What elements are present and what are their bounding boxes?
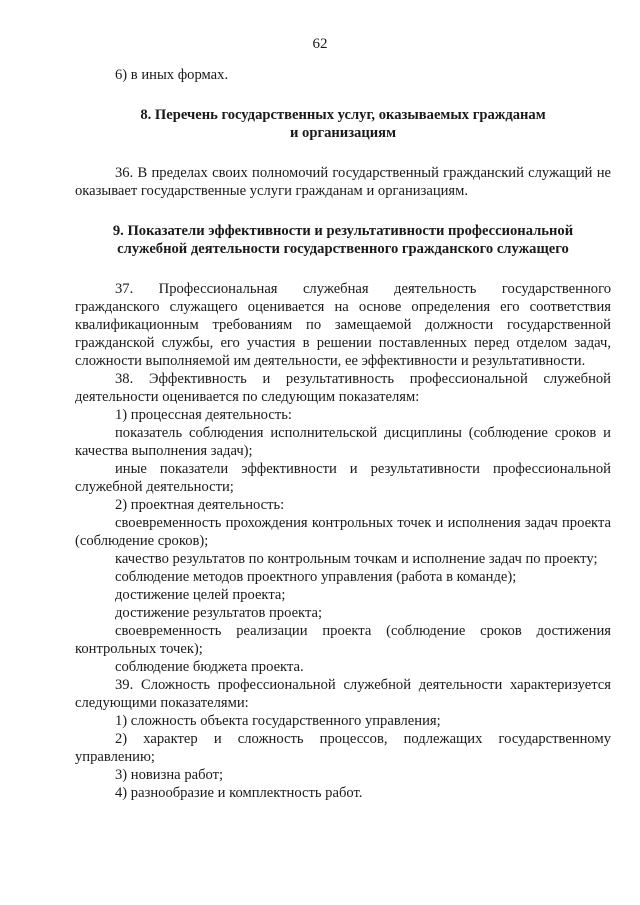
paragraph-38-item-2g: соблюдение бюджета проекта. xyxy=(115,659,304,675)
paragraph-37: 37. Профессиональная служебная деятельность государственного гражданского служащего оценивается на основе определения его соответствия квалификационным требованиям по замещаемой должности государственной гражданской службы, его участия в решении поставленных перед отделом задач, сложности выполняемой им деятельности, ее эффективности и результативности. xyxy=(75,281,611,369)
paragraph-38: 38. Эффективность и результативность профессиональной служебной деятельности оценивается по следующим показателям: xyxy=(75,371,611,405)
section-9-heading-line-1: 9. Показатели эффективности и результативности профессиональной xyxy=(112,223,574,239)
document-body xyxy=(75,66,611,802)
paragraph-38-item-2b: качество результатов по контрольным точкам и исполнение задач по проекту; xyxy=(115,551,598,567)
paragraph-39-item-1: 1) сложность объекта государственного управления; xyxy=(115,713,441,729)
paragraph-38-item-2f: своевременность реализации проекта (соблюдение сроков достижения контрольных точек); xyxy=(75,623,611,657)
section-8-heading-line-2: и организациям xyxy=(289,125,397,141)
paragraph-38-item-2d: достижение целей проекта; xyxy=(115,587,286,603)
paragraph-38-item-1b: иные показатели эффективности и результативности профессиональной служебной деятельности; xyxy=(75,461,611,495)
section-8-heading-line-1: 8. Перечень государственных услуг, оказываемых гражданам xyxy=(140,107,546,123)
paragraph-38-item-2: 2) проектная деятельность: xyxy=(115,497,285,513)
paragraph-38-item-2c: соблюдение методов проектного управления (работа в команде); xyxy=(115,569,517,585)
section-9-heading-line-2: служебной деятельности государственного гражданского служащего xyxy=(117,241,569,257)
paragraph-38-item-1: 1) процессная деятельность: xyxy=(115,407,292,423)
page-number: 62 xyxy=(312,36,328,52)
paragraph-39: 39. Сложность профессиональной служебной деятельности характеризуется следующими показателями: xyxy=(75,677,611,711)
paragraph-39-item-4: 4) разнообразие и комплектность работ. xyxy=(115,785,363,801)
paragraph-38-item-2a: своевременность прохождения контрольных точек и исполнения задач проекта (соблюдение сроков); xyxy=(75,515,611,549)
paragraph-38-item-1a: показатель соблюдения исполнительской дисциплины (соблюдение сроков и качества выполнения задач); xyxy=(75,425,611,459)
list-item-6: 6) в иных формах. xyxy=(115,67,229,83)
paragraph-36: 36. В пределах своих полномочий государственный гражданский служащий не оказывает государственные услуги гражданам и организациям. xyxy=(75,165,611,199)
section-8-heading xyxy=(75,106,611,142)
section-9-heading xyxy=(75,222,611,258)
paragraph-39-item-2: 2) характер и сложность процессов, подлежащих государственному управлению; xyxy=(75,731,611,765)
paragraph-38-item-2e: достижение результатов проекта; xyxy=(115,605,323,621)
paragraph-39-item-3: 3) новизна работ; xyxy=(115,767,224,783)
